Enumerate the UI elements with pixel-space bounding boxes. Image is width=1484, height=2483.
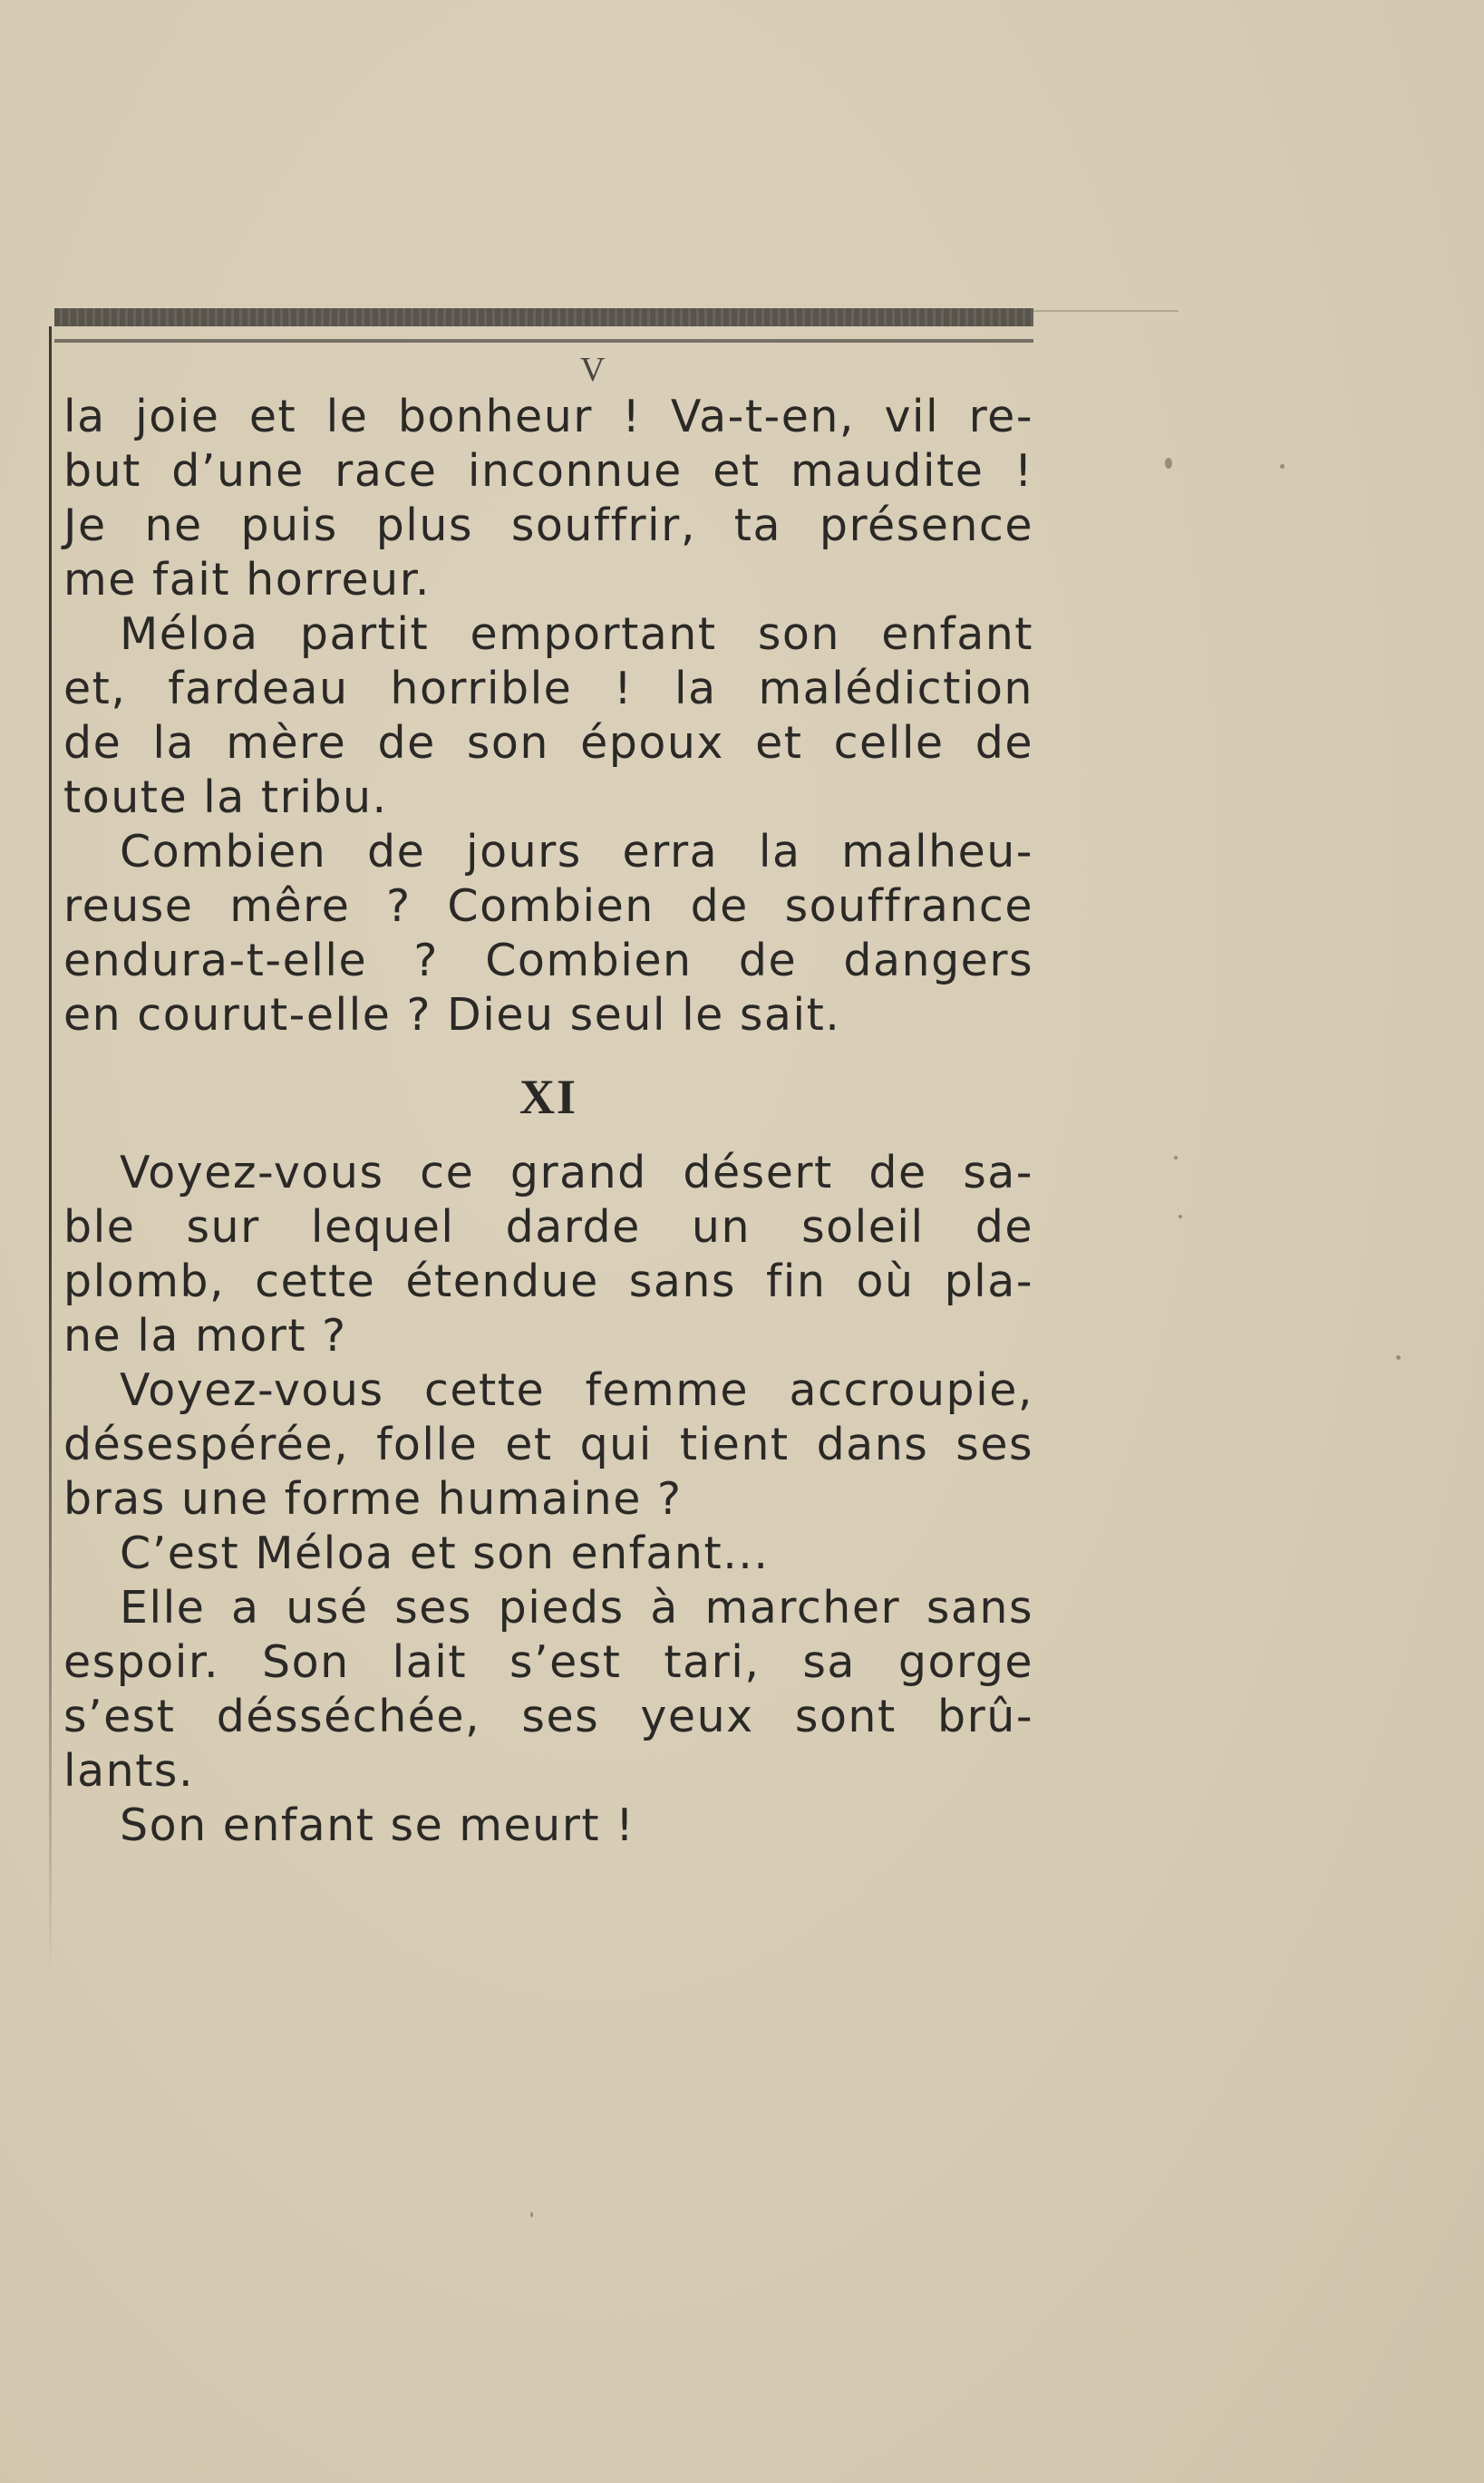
paper-speck	[1396, 1355, 1401, 1360]
chapter-heading: XI	[519, 1070, 577, 1124]
header-rule-tail	[1033, 310, 1178, 312]
text-line: reuse mêre ? Combien de souffrance	[63, 880, 1033, 932]
text-line: Combien de jours erra la malheu-	[120, 826, 1033, 878]
text-line: lants.	[63, 1745, 195, 1797]
text-line: but d’une race inconnue et maudite !	[63, 445, 1033, 497]
paragraph	[63, 1581, 1033, 1799]
header-rule-thick	[54, 308, 1033, 326]
paragraph	[63, 607, 1033, 825]
body-text	[63, 390, 1033, 1853]
paper-speck	[1178, 1215, 1182, 1218]
paragraph	[63, 1527, 1033, 1581]
text-line: C’est Méloa et son enfant...	[120, 1528, 770, 1579]
text-line: endura-t-elle ? Combien de dangers	[63, 935, 1033, 986]
text-line: Voyez-vous cette femme accroupie,	[120, 1364, 1033, 1416]
text-line: Elle a usé ses pieds à marcher sans	[120, 1582, 1033, 1634]
paragraph	[63, 1363, 1033, 1527]
text-line: en courut-elle ? Dieu seul le sait.	[63, 989, 841, 1041]
text-line: la joie et le bonheur ! Va-t-en, vil re-	[63, 391, 1033, 442]
text-line: Méloa partit emportant son enfant	[120, 608, 1033, 660]
text-line: plomb, cette étendue sans fin où pla-	[63, 1256, 1033, 1307]
paper-speck	[1280, 464, 1285, 469]
text-line: de la mère de son époux et celle de	[63, 717, 1033, 769]
left-margin-rule	[49, 326, 52, 1976]
text-line: Je ne puis plus souffrir, ta présence	[63, 500, 1033, 551]
text-line: Voyez-vous ce grand désert de sa-	[120, 1147, 1033, 1198]
text-line: toute la tribu.	[63, 771, 388, 823]
paper-speck	[1165, 458, 1172, 469]
text-line: ne la mort ?	[63, 1310, 347, 1362]
text-line: Son enfant se meurt !	[120, 1799, 635, 1851]
paper-speck	[1174, 1156, 1178, 1159]
text-line: bras une forme humaine ?	[63, 1473, 683, 1525]
text-line: désespérée, folle et qui tient dans ses	[63, 1419, 1033, 1470]
paragraph	[63, 825, 1033, 1043]
text-line: espoir. Son lait s’est tari, sa gorge	[63, 1636, 1033, 1688]
header-rule-thin	[54, 339, 1033, 343]
page-mark: V	[580, 351, 606, 389]
paragraph	[63, 1799, 1033, 1853]
text-line: et, fardeau horrible ! la malédiction	[63, 663, 1033, 714]
text-line: s’est désséchée, ses yeux sont brû-	[63, 1691, 1033, 1742]
text-line: ble sur lequel darde un soleil de	[63, 1201, 1033, 1253]
text-line: me fait horreur.	[63, 554, 431, 606]
paragraph	[63, 1146, 1033, 1363]
paragraph	[63, 390, 1033, 607]
paper-speck	[530, 2212, 533, 2217]
